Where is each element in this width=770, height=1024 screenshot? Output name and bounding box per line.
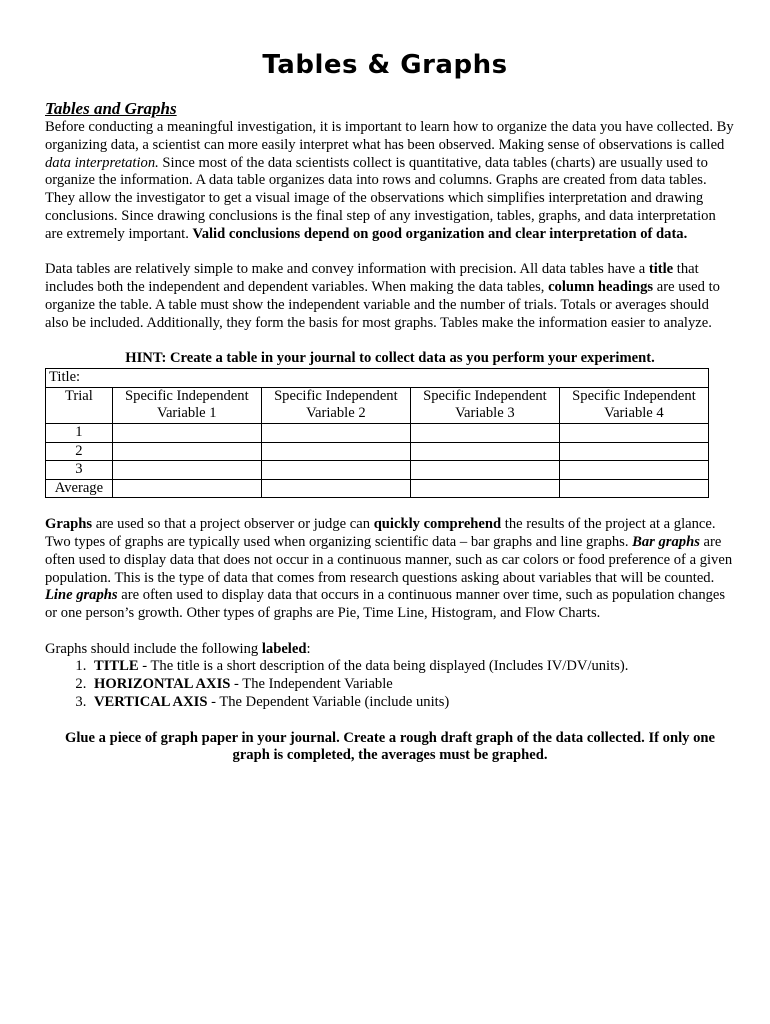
graphs-bold-lead: Graphs (45, 516, 93, 533)
document-body (45, 99, 735, 765)
empty-cell (112, 442, 261, 461)
empty-cell (410, 423, 559, 442)
variable-2-header-line-2: Variable 2 (306, 405, 366, 422)
table-row (46, 461, 709, 480)
variable-4-header-line-1: Specific Independent (572, 387, 696, 404)
spacer (45, 498, 735, 516)
empty-cell (261, 442, 410, 461)
list-item-term: VERTICAL AXIS (94, 694, 208, 711)
paragraph-labels-intro (45, 641, 735, 659)
graphs-term-line: Line graphs (45, 587, 118, 604)
paragraph-data-tables (45, 261, 735, 332)
labels-text-1: Graphs should include the following (45, 640, 262, 657)
list-item (90, 658, 735, 676)
intro-text-2: Since most of the data scientists collect is quantitative, data tables (charts) are usually used to organize the information. A data table organizes data into rows and columns. Graphs are created from data tables. They allow the investigator to get a visual image of the observations which simplifies interpretation and drawing conclusions. Since drawing conclusions is the final step of any investigation, tables, graphs, and data interpretation are extremely important. (45, 154, 716, 242)
list-item-desc: - The Independent Variable (230, 676, 393, 693)
list-item (90, 676, 735, 694)
labels-bold: labeled (261, 640, 307, 657)
graphs-text-2: the results of the project at a glance. Two types of graphs are typically used when organizing scientific data – bar graphs and line graphs. (45, 516, 716, 550)
list-item-term: TITLE (94, 658, 139, 675)
paragraph-intro (45, 119, 735, 244)
variable-1-header-line-1: Specific Independent (125, 387, 249, 404)
paragraph-graphs (45, 516, 735, 623)
variable-4-header-line-2: Variable 4 (604, 405, 664, 422)
table-title-label: Title: (46, 369, 709, 388)
data-table-template (45, 368, 709, 498)
labels-text-2: : (306, 640, 311, 657)
trial-header: Trial (46, 387, 113, 423)
empty-cell (559, 461, 708, 480)
table-header-row (46, 387, 709, 423)
hint-line: HINT: Create a table in your journal to collect data as you perform your experiment. (125, 350, 655, 367)
empty-cell (410, 442, 559, 461)
average-cell: Average (46, 479, 113, 498)
section-heading: Tables and Graphs (45, 99, 177, 118)
trial-cell: 2 (46, 442, 113, 461)
empty-cell (112, 423, 261, 442)
graphs-term-bar: Bar graphs (632, 533, 700, 550)
empty-cell (559, 442, 708, 461)
empty-cell (261, 461, 410, 480)
variable-2-header (261, 387, 410, 423)
intro-emphasis: Valid conclusions depend on good organization and clear interpretation of data. (192, 225, 688, 242)
variable-4-header (559, 387, 708, 423)
tables-text-2: that includes both the independent and dependent variables. When making the data tables, (45, 261, 699, 296)
variable-3-header-line-1: Specific Independent (423, 387, 547, 404)
variable-2-header-line-1: Specific Independent (274, 387, 398, 404)
variable-3-header (410, 387, 559, 423)
table-row (46, 442, 709, 461)
tables-text-3: are used to organize the table. A table must show the independent variable and the number of trials. Totals or averages should also be included. Additionally, they form the basis for most graphs. Tables make the information easier to analyze. (45, 279, 720, 331)
empty-cell (261, 423, 410, 442)
tables-bold-headings: column headings (548, 279, 654, 296)
trial-cell: 3 (46, 461, 113, 480)
graphs-text-1: are used so that a project observer or judge can (92, 516, 374, 533)
variable-1-header (112, 387, 261, 423)
empty-cell (410, 479, 559, 498)
list-item-term: HORIZONTAL AXIS (94, 676, 231, 693)
document-title: Tables & Graphs (262, 50, 508, 80)
variable-1-header-line-2: Variable 1 (157, 405, 217, 422)
graphs-bold-comprehend: quickly comprehend (373, 516, 502, 533)
graphs-text-4: are often used to display data that occurs in a continuous manner over time, such as population changes or one person’s growth. Other types of graphs are Pie, Time Line, Histogram, and Flow Charts. (45, 587, 726, 622)
list-item (90, 694, 735, 712)
table-row (46, 423, 709, 442)
empty-cell (112, 461, 261, 480)
graphs-text-3: are often used to display data that does not occur in a continuous manner, such as car colors or food preference of a given population. This is the type of data that comes from research questions asking about variables that will be counted. (45, 533, 733, 586)
list-item-desc: - The Dependent Variable (include units) (207, 694, 450, 711)
graph-requirements-list (45, 658, 735, 711)
empty-cell (261, 479, 410, 498)
empty-cell (559, 423, 708, 442)
intro-text-1: Before conducting a meaningful investigation, it is important to learn how to organize the data you have collected. By organizing data, a scientist can more easily interpret what has been observed. Making sense of observations is called (45, 119, 734, 153)
trial-cell: 1 (46, 423, 113, 442)
empty-cell (410, 461, 559, 480)
closing-instruction: Glue a piece of graph paper in your journal. Create a rough draft graph of the data collected. If only one graph is completed, the averages must be graphed. (65, 729, 715, 764)
empty-cell (112, 479, 261, 498)
table-row (46, 479, 709, 498)
tables-bold-title: title (648, 261, 674, 278)
table-title-row (46, 369, 709, 388)
tables-text-1: Data tables are relatively simple to make and convey information with precision. All data tables have a (45, 261, 649, 278)
empty-cell (559, 479, 708, 498)
list-item-desc: - The title is a short description of the data being displayed (Includes IV/DV/units). (138, 658, 629, 675)
variable-3-header-line-2: Variable 3 (455, 405, 515, 422)
intro-term: data interpretation. (45, 154, 159, 171)
